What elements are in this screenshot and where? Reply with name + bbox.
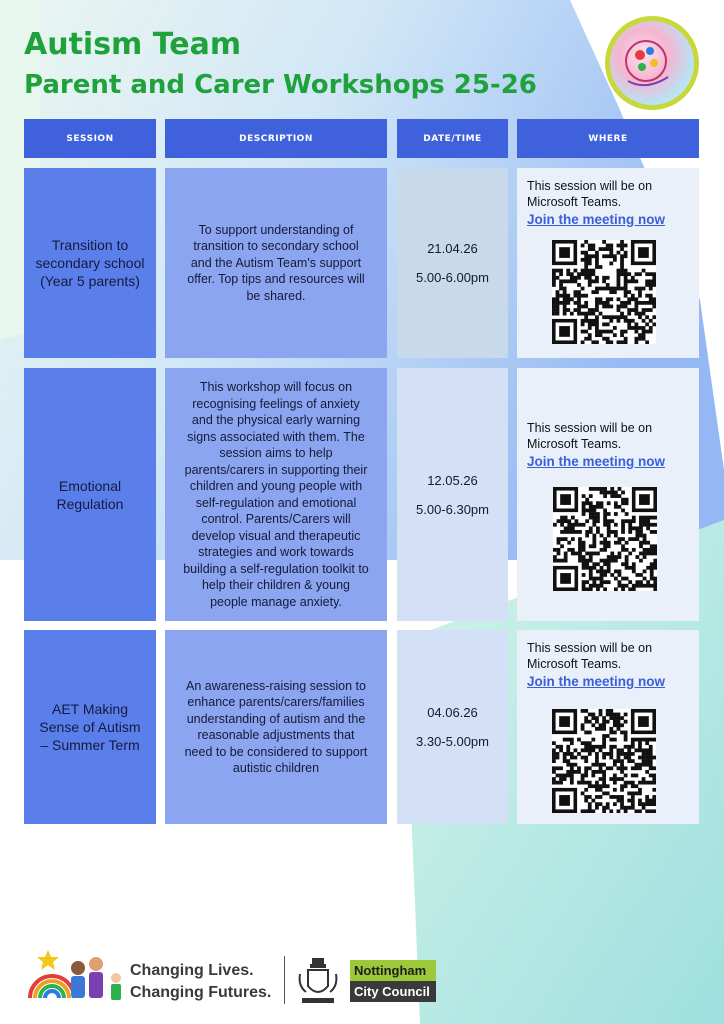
autism-team-logo bbox=[605, 16, 699, 110]
qr-code[interactable] bbox=[552, 709, 656, 813]
session-description: An awareness-raising session to enhance parents/carers/families understanding of autism and the reasonable adjustments that need to be considered to support autistic children bbox=[165, 630, 387, 824]
session-date-time bbox=[397, 630, 508, 824]
footer-slogan bbox=[130, 960, 271, 1004]
session-time: 3.30-5.00pm bbox=[416, 734, 489, 749]
column-header-description: DESCRIPTION bbox=[165, 119, 387, 158]
join-meeting-link[interactable]: Join the meeting now bbox=[527, 454, 666, 469]
session-date: 04.06.26 bbox=[427, 705, 478, 720]
head-illustration-icon bbox=[610, 21, 694, 105]
column-header-date-time: DATE/TIME bbox=[397, 119, 508, 158]
where-text: This session will be on Microsoft Teams. bbox=[527, 421, 653, 451]
session-description: To support understanding of transition to secondary school and the Autism Team's support offer. Top tips and resources will be shared. bbox=[165, 168, 387, 358]
slogan-line-2: Changing Futures. bbox=[130, 984, 272, 1001]
column-header-session: SESSION bbox=[24, 119, 156, 158]
column-header-where: WHERE bbox=[517, 119, 699, 158]
session-time: 5.00-6.00pm bbox=[416, 270, 489, 285]
session-date-time bbox=[397, 168, 508, 358]
footer-divider bbox=[284, 956, 285, 1004]
join-meeting-link[interactable]: Join the meeting now bbox=[527, 212, 666, 227]
title-block bbox=[24, 26, 537, 104]
session-name: AET Making Sense of Autism – Summer Term bbox=[24, 630, 156, 824]
session-date: 12.05.26 bbox=[427, 472, 478, 488]
children-illustration-icon bbox=[28, 948, 128, 1008]
qr-code[interactable] bbox=[553, 487, 657, 591]
session-time: 5.00-6.30pm bbox=[416, 501, 489, 517]
council-name-line-1: Nottingham bbox=[350, 960, 436, 981]
footer bbox=[28, 948, 448, 1008]
council-name-line-2: City Council bbox=[350, 981, 436, 1002]
page-title: Autism Team bbox=[24, 27, 242, 62]
where-text: This session will be on Microsoft Teams. bbox=[527, 179, 653, 209]
qr-code[interactable] bbox=[552, 240, 656, 344]
council-logo bbox=[350, 960, 436, 1002]
join-meeting-link[interactable]: Join the meeting now bbox=[527, 674, 666, 689]
where-text: This session will be on Microsoft Teams. bbox=[527, 641, 653, 671]
slogan-line-1: Changing Lives. bbox=[130, 962, 254, 979]
session-name: Transition to secondary school (Year 5 parents) bbox=[24, 168, 156, 358]
coat-of-arms-icon bbox=[296, 956, 340, 1006]
session-description: This workshop will focus on recognising feelings of anxiety and the physical early warning signs associated with them. The session aims to help parents/carers in supporting their children and young people with self-regulation and emotional control. Parents/Carers will develop visual and therapeutic strategies and work towards building a self-regulation toolkit to help their children & young people manage anxiety. bbox=[165, 368, 387, 621]
logo-artwork bbox=[610, 21, 694, 105]
session-date: 21.04.26 bbox=[427, 241, 478, 256]
session-date-time bbox=[397, 368, 508, 621]
page-subtitle: Parent and Carer Workshops 25-26 bbox=[24, 70, 537, 100]
session-name: Emotional Regulation bbox=[24, 368, 156, 621]
